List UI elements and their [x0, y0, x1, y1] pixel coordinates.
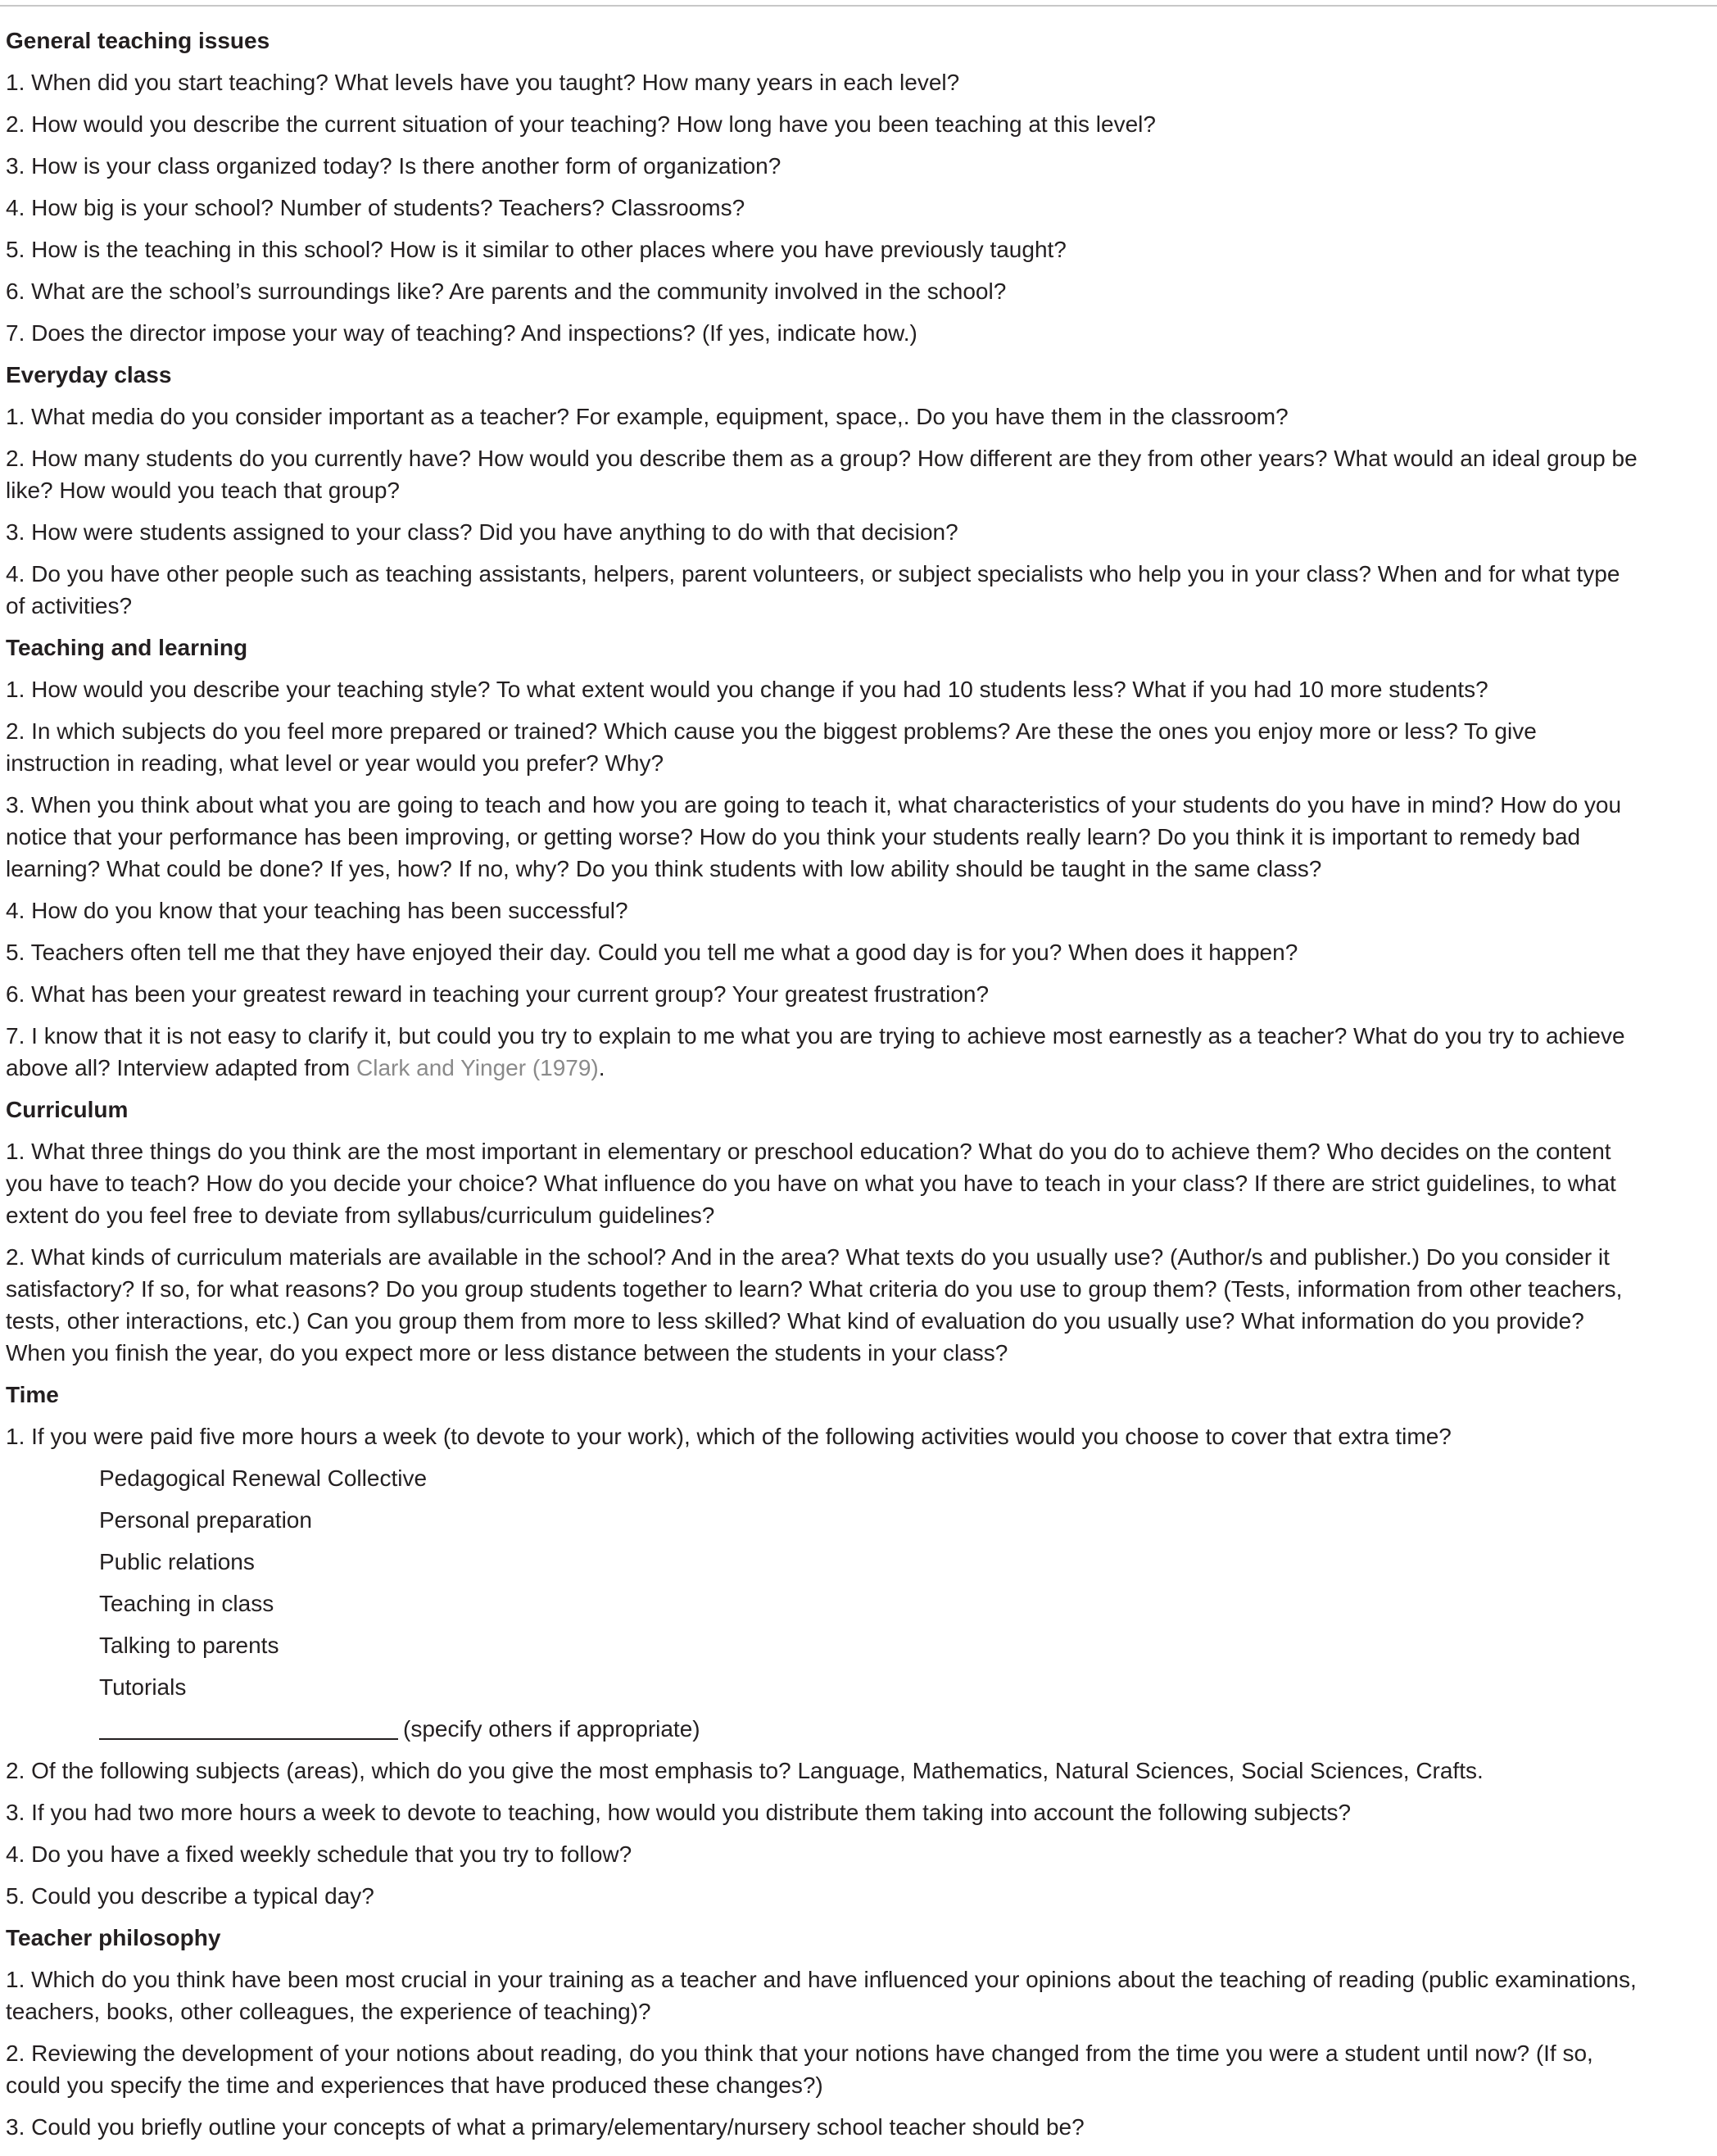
specify-others-label: (specify others if appropriate): [403, 1716, 700, 1742]
activity-option-other: [6, 1713, 1644, 1745]
question-teaching-3: 3. When you think about what you are going to teach and how you are going to teach it, what characteristics of your students do you have in mind? How do you notice that your performance has been improving, or getting worse? How do you think your students really learn? Do you think it is important to remedy bad learning? What could be done? If yes, how? If no, why? Do you think students with low ability should be taught in the same class?: [6, 792, 1622, 881]
question-time-1: 1. If you were paid five more hours a week (to devote to your work), which of the following activities would you choose to cover that extra time?: [6, 1424, 1452, 1449]
section-curriculum: [6, 1094, 1644, 1369]
activity-option: Teaching in class: [99, 1591, 274, 1616]
section-heading-time: Time: [6, 1382, 59, 1407]
question-general-6: 6. What are the school’s surroundings like? Are parents and the community involved in the school?: [6, 279, 1007, 304]
question-general-5: 5. How is the teaching in this school? How is it similar to other places where you have previously taught?: [6, 237, 1067, 262]
section-time: [6, 1379, 1644, 1912]
question-teaching-7-text: 7. I know that it is not easy to clarify it, but could you try to explain to me what you are trying to achieve most earnestly as a teacher? What do you try to achieve above all? Interview adapted from: [6, 1023, 1625, 1080]
question-everyday-2: 2. How many students do you currently have? How would you describe them as a group? How different are they from other years? What would an ideal group be like? How would you teach that group?: [6, 446, 1638, 503]
activity-option: Public relations: [99, 1549, 255, 1574]
question-everyday-4: 4. Do you have other people such as teaching assistants, helpers, parent volunteers, or subject specialists who help you in your class? When and for what type of activities?: [6, 561, 1620, 618]
question-teaching-7-end: .: [598, 1055, 605, 1080]
citation-link-clark-yinger[interactable]: Clark and Yinger (1979): [356, 1055, 599, 1080]
question-teaching-7: [6, 1020, 1644, 1084]
activity-options-list: [6, 1462, 1644, 1745]
section-heading-curriculum: Curriculum: [6, 1097, 129, 1122]
question-philosophy-2: 2. Reviewing the development of your notions about reading, do you think that your notions have changed from the time you were a student until now? (If so, could you specify the time and experiences that have produced these changes?): [6, 2040, 1593, 2098]
section-teacher-philosophy: [6, 1922, 1644, 2143]
question-everyday-3: 3. How were students assigned to your class? Did you have anything to do with that decision?: [6, 519, 958, 545]
question-teaching-5: 5. Teachers often tell me that they have enjoyed their day. Could you tell me what a good day is for you? When does it happen?: [6, 940, 1298, 965]
question-time-2: 2. Of the following subjects (areas), which do you give the most emphasis to? Language, Mathematics, Natural Sciences, Social Sciences, Crafts.: [6, 1758, 1484, 1783]
question-curriculum-1: 1. What three things do you think are the most important in elementary or preschool education? What do you do to achieve them? Who decides on the content you have to teach? How do you decide your choice? What influence do you have on what you have to teach in your class? If there are strict guidelines, to what extent do you feel free to deviate from syllabus/curriculum guidelines?: [6, 1139, 1616, 1228]
question-general-7: 7. Does the director impose your way of teaching? And inspections? (If yes, indicate how.): [6, 320, 917, 346]
section-heading-teaching-learning: Teaching and learning: [6, 635, 248, 660]
activity-option: Talking to parents: [99, 1633, 279, 1658]
activity-option: Personal preparation: [99, 1507, 312, 1533]
question-time-3: 3. If you had two more hours a week to devote to teaching, how would you distribute them taking into account the following subjects?: [6, 1800, 1352, 1825]
question-general-3: 3. How is your class organized today? Is there another form of organization?: [6, 153, 781, 179]
question-teaching-1: 1. How would you describe your teaching style? To what extent would you change if you had 10 students less? What if you had 10 more students?: [6, 677, 1488, 702]
question-everyday-1: 1. What media do you consider important as a teacher? For example, equipment, space,. Do you have them in the classroom?: [6, 404, 1289, 429]
question-teaching-4: 4. How do you know that your teaching has been successful?: [6, 898, 628, 923]
section-heading-everyday-class: Everyday class: [6, 362, 172, 387]
activity-option: Tutorials: [99, 1674, 187, 1700]
top-rule: [0, 5, 1717, 7]
section-heading-general-teaching: General teaching issues: [6, 28, 270, 53]
section-heading-teacher-philosophy: Teacher philosophy: [6, 1925, 221, 1950]
activity-option: Pedagogical Renewal Collective: [99, 1465, 428, 1491]
question-general-1: 1. When did you start teaching? What levels have you taught? How many years in each level?: [6, 70, 960, 95]
question-time-5: 5. Could you describe a typical day?: [6, 1883, 374, 1909]
question-philosophy-3: 3. Could you briefly outline your concepts of what a primary/elementary/nursery school teacher should be?: [6, 2114, 1085, 2140]
question-teaching-2: 2. In which subjects do you feel more prepared or trained? Which cause you the biggest problems? Are these the ones you enjoy more or less? To give instruction in reading, what level or year would you prefer? Why?: [6, 718, 1537, 776]
question-teaching-6: 6. What has been your greatest reward in teaching your current group? Your greatest frustration?: [6, 981, 990, 1007]
interview-questions-document: [6, 25, 1644, 2153]
question-general-2: 2. How would you describe the current situation of your teaching? How long have you been teaching at this level?: [6, 111, 1156, 137]
question-general-4: 4. How big is your school? Number of students? Teachers? Classrooms?: [6, 195, 745, 220]
question-philosophy-1: 1. Which do you think have been most crucial in your training as a teacher and have influenced your opinions about the teaching of reading (public examinations, teachers, books, other colleagues, the experience of teaching)?: [6, 1967, 1637, 2024]
section-teaching-learning: [6, 632, 1644, 1084]
section-general-teaching: [6, 25, 1644, 349]
section-everyday-class: [6, 359, 1644, 622]
question-curriculum-2: 2. What kinds of curriculum materials are available in the school? And in the area? What texts do you usually use? (Author/s and publisher.) Do you consider it satisfactory? If so, for what reasons? Do you group students together to learn? What criteria do you use to group them? (Tests, information from other teachers, tests, other interactions, etc.) Can you group them from more to less skilled? What kind of evaluation do you usually use? What information do you provide? When you finish the year, do you expect more or less distance between the students in your class?: [6, 1244, 1623, 1366]
question-time-4: 4. Do you have a fixed weekly schedule that you try to follow?: [6, 1841, 632, 1867]
fill-in-blank-line: [99, 1714, 398, 1740]
